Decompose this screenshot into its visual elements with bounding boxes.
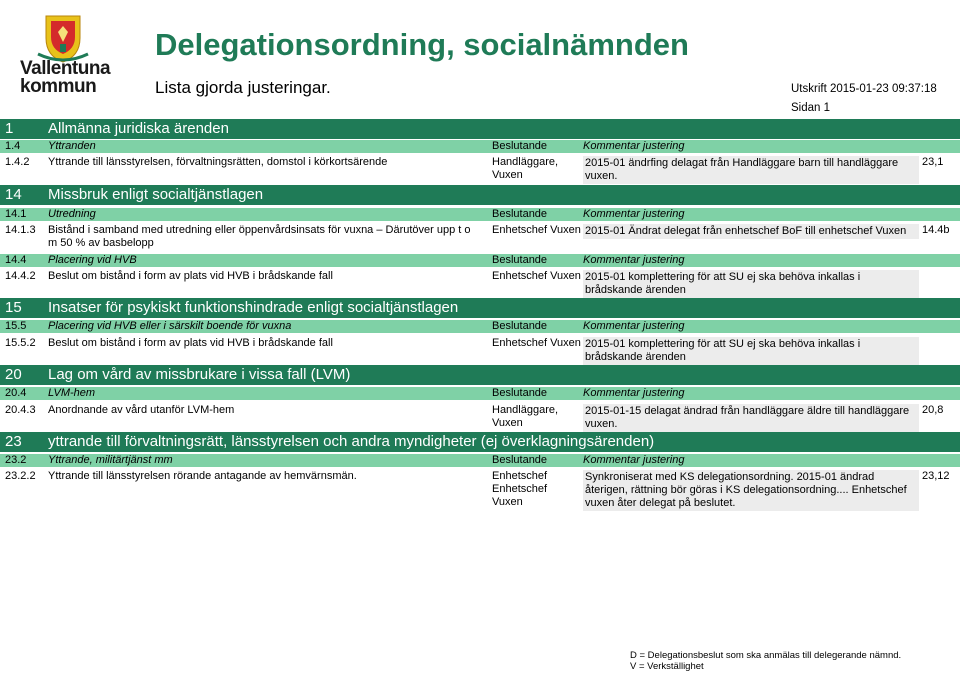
row-reference: 20,8	[922, 404, 944, 416]
row-number: 15.5.2	[5, 337, 36, 349]
subsection-header	[0, 387, 960, 400]
row-beslutande: Enhetschef Enhetschef Vuxen	[492, 470, 548, 508]
row-kommentar: Synkroniserat med KS delegationsordning. 2015-01 ändrad återigen, rättning bör göras i KS delegationsordning.... Enhetschef vuxen åter delegat på beslutet.	[583, 470, 919, 511]
row-text: Yttrande till länsstyrelsen, förvaltningsrätten, domstol i körkortsärende	[48, 156, 388, 168]
subsection-title: Placering vid HVB eller i särskilt boende för vuxna	[48, 320, 292, 332]
section-header	[0, 185, 960, 205]
row-kommentar: 2015-01 komplettering för att SU ej ska behöva inkallas i brådskande ärenden	[583, 270, 919, 298]
row-kommentar: 2015-01 komplettering för att SU ej ska behöva inkallas i brådskande ärenden	[583, 337, 919, 365]
section-title: Insatser för psykiskt funktionshindrade enligt socialtjänstlagen	[48, 299, 459, 316]
subsection-number: 1.4	[5, 140, 21, 152]
subsection-title: LVM-hem	[48, 387, 96, 399]
section-title: Lag om vård av missbrukare i vissa fall (LVM)	[48, 366, 351, 383]
subsection-header	[0, 208, 960, 221]
section-number: 14	[5, 186, 22, 203]
row-number: 23.2.2	[5, 470, 36, 482]
logo-line-2: kommun	[20, 76, 97, 97]
section-number: 23	[5, 433, 22, 450]
logo-line-1: Vallentuna	[20, 58, 111, 79]
row-number: 20.4.3	[5, 404, 36, 416]
print-timestamp: Utskrift 2015-01-23 09:37:18	[791, 83, 937, 95]
row-reference: 14.4b	[922, 224, 950, 236]
row-text: Beslut om bistånd i form av plats vid HVB i brådskande fall	[48, 270, 333, 282]
column-kommentar: Kommentar justering	[583, 387, 685, 399]
column-beslutande: Beslutande	[492, 454, 548, 466]
row-kommentar: 2015-01 Ändrat delegat från enhetschef BoF till enhetschef Vuxen	[583, 224, 919, 239]
section-number: 1	[5, 120, 14, 137]
column-beslutande: Beslutande	[492, 320, 548, 332]
row-text: Bistånd i samband med utredning eller öppenvårdsinsats för vuxna – Därutöver upp t o m 50 % av basbelopp	[48, 224, 471, 249]
row-text: Anordnande av vård utanför LVM-hem	[48, 404, 235, 416]
column-kommentar: Kommentar justering	[583, 208, 685, 220]
subsection-title: Placering vid HVB	[48, 254, 137, 266]
section-header	[0, 365, 960, 385]
column-kommentar: Kommentar justering	[583, 320, 685, 332]
section-header	[0, 432, 960, 452]
section-title: Missbruk enligt socialtjänstlagen	[48, 186, 264, 203]
row-kommentar: 2015-01-15 delagat ändrad från handläggare äldre till handläggare vuxen.	[583, 404, 919, 432]
row-beslutande: Handläggare, Vuxen	[492, 404, 559, 429]
subsection-title: Yttranden	[48, 140, 96, 152]
subsection-header	[0, 254, 960, 267]
row-number: 14.1.3	[5, 224, 36, 236]
row-beslutande: Enhetschef Vuxen	[492, 270, 581, 282]
column-kommentar: Kommentar justering	[583, 140, 685, 152]
row-text: Beslut om bistånd i form av plats vid HVB i brådskande fall	[48, 337, 333, 349]
section-number: 15	[5, 299, 22, 316]
subsection-title: Utredning	[48, 208, 96, 220]
column-kommentar: Kommentar justering	[583, 254, 685, 266]
row-beslutande: Enhetschef Vuxen	[492, 224, 581, 236]
subsection-header	[0, 140, 960, 153]
column-beslutande: Beslutande	[492, 140, 548, 152]
coat-of-arms-icon	[18, 14, 110, 64]
subsection-header	[0, 454, 960, 467]
column-beslutande: Beslutande	[492, 208, 548, 220]
section-title: Allmänna juridiska ärenden	[48, 120, 229, 137]
subsection-number: 14.4	[5, 254, 27, 266]
footer-legend-v: V = Verkställighet	[630, 661, 704, 672]
section-title: yttrande till förvaltningsrätt, länsstyrelsen och andra myndigheter (ej överklagningsärenden)	[48, 433, 655, 450]
row-reference: 23,12	[922, 470, 950, 482]
row-number: 1.4.2	[5, 156, 30, 168]
section-number: 20	[5, 366, 22, 383]
row-beslutande: Enhetschef Vuxen	[492, 337, 581, 349]
row-beslutande: Handläggare, Vuxen	[492, 156, 559, 181]
subsection-header	[0, 320, 960, 333]
page-number: Sidan 1	[791, 102, 831, 114]
subsection-number: 15.5	[5, 320, 27, 332]
page-title: Delegationsordning, socialnämnden	[155, 27, 689, 62]
section-header	[0, 119, 960, 139]
subsection-number: 23.2	[5, 454, 27, 466]
column-beslutande: Beslutande	[492, 387, 548, 399]
column-beslutande: Beslutande	[492, 254, 548, 266]
section-header	[0, 298, 960, 318]
footer-legend-d: D = Delegationsbeslut som ska anmälas till delegerande nämnd.	[630, 650, 902, 661]
page-subtitle: Lista gjorda justeringar.	[155, 78, 331, 97]
logo-wordmark	[20, 60, 110, 96]
row-kommentar: 2015-01 ändrfing delagat från Handläggare barn till handläggare vuxen.	[583, 156, 919, 184]
row-number: 14.4.2	[5, 270, 36, 282]
subsection-number: 20.4	[5, 387, 27, 399]
subsection-number: 14.1	[5, 208, 27, 220]
row-reference: 23,1	[922, 156, 944, 168]
subsection-title: Yttrande, militärtjänst mm	[48, 454, 173, 466]
column-kommentar: Kommentar justering	[583, 454, 685, 466]
row-text: Yttrande till länsstyrelsen rörande antagande av hemvärnsmän.	[48, 470, 357, 482]
